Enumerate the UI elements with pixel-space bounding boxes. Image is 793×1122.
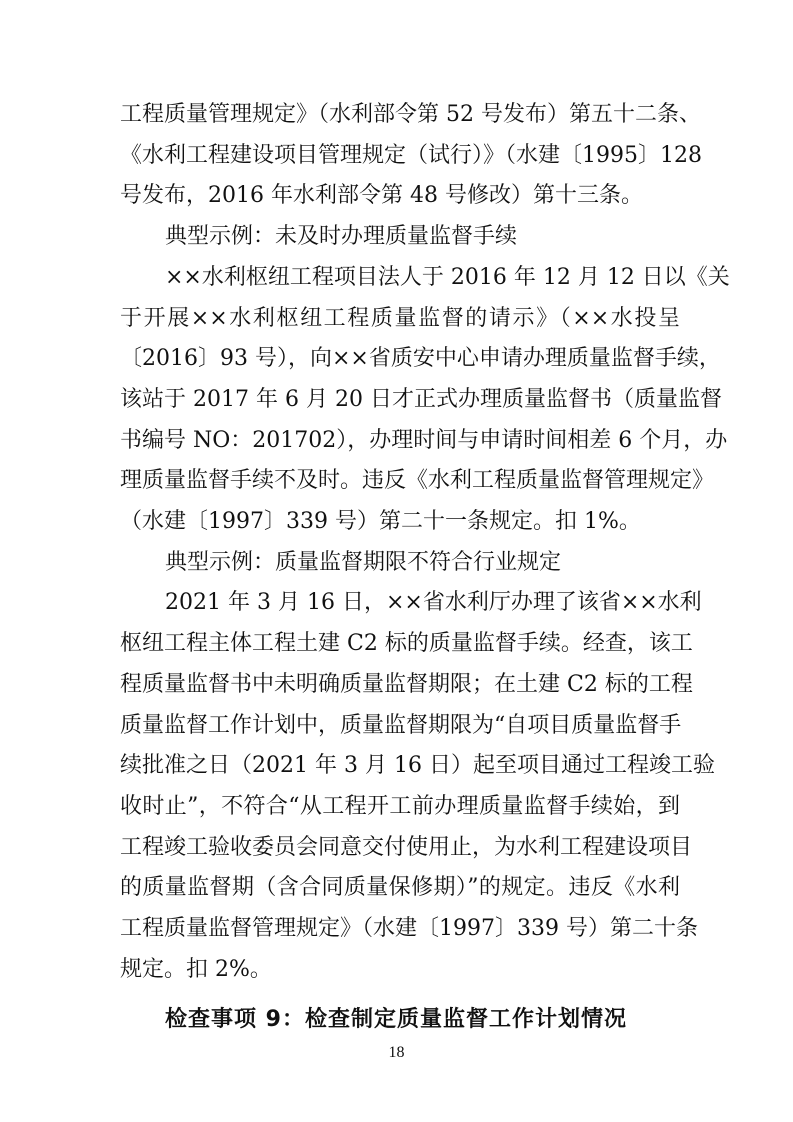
text-line: 工程竣工验收委员会同意交付使用止，为水利工程建设项目 xyxy=(120,834,693,860)
text-line: 工程质量管理规定》（水利部令第 52 号发布）第五十二条、 xyxy=(120,102,701,127)
text-line: 质量监督工作计划中，质量监督期限为“自项目质量监督手 xyxy=(120,712,682,738)
text-line: 理质量监督手续不及时。违反《水利工程质量监督管理规定》 xyxy=(120,468,715,494)
text-line: 2021 年 3 月 16 日，××省水利厅办理了该省××水利 xyxy=(165,590,702,616)
text-line: （水建〔1997〕339 号）第二十一条规定。扣 1%。 xyxy=(120,509,641,534)
text-line: 于开展××水利枢纽工程质量监督的请示》（××水投呈 xyxy=(120,305,680,331)
example-title: 典型示例：未及时办理质量监督手续 xyxy=(165,224,518,250)
text-line: 程质量监督书中未明确质量监督期限；在土建 C2 标的工程 xyxy=(120,671,693,697)
text-line: ××水利枢纽工程项目法人于 2016 年 12 月 12 日以《关 xyxy=(165,264,730,290)
text-line: 〔2016〕93 号），向××省质安中心申请办理质量监督手续， xyxy=(120,346,721,372)
text-line: 规定。扣 2%。 xyxy=(120,956,272,982)
text-line: 收时止”，不符合“从工程开工前办理质量监督手续始，到 xyxy=(120,793,680,819)
text-line: 续批准之日（2021 年 3 月 16 日）起至项目通过工程竣工验 xyxy=(120,753,715,779)
text-line: 《水利工程建设项目管理规定（试行）》（水建〔1995〕128 xyxy=(120,142,702,168)
text-line: 该站于 2017 年 6 月 20 日才正式办理质量监督书（质量监督 xyxy=(120,386,722,412)
page-number: 18 xyxy=(388,1044,405,1061)
text-line: 书编号 NO：201702），办理时间与申请时间相差 6 个月，办 xyxy=(120,427,728,453)
text-line: 枢纽工程主体工程土建 C2 标的质量监督手续。经查，该工 xyxy=(120,631,693,657)
text-line: 号发布，2016 年水利部令第 48 号修改）第十三条。 xyxy=(120,183,643,209)
text-line: 工程质量监督管理规定》（水建〔1997〕339 号）第二十条 xyxy=(120,916,698,941)
example-title: 典型示例：质量监督期限不符合行业规定 xyxy=(165,549,562,575)
text-line: 的质量监督期（含合同质量保修期）”的规定。违反《水利 xyxy=(120,875,680,901)
section-heading: 检查事项 9：检查制定质量监督工作计划情况 xyxy=(165,1007,627,1033)
